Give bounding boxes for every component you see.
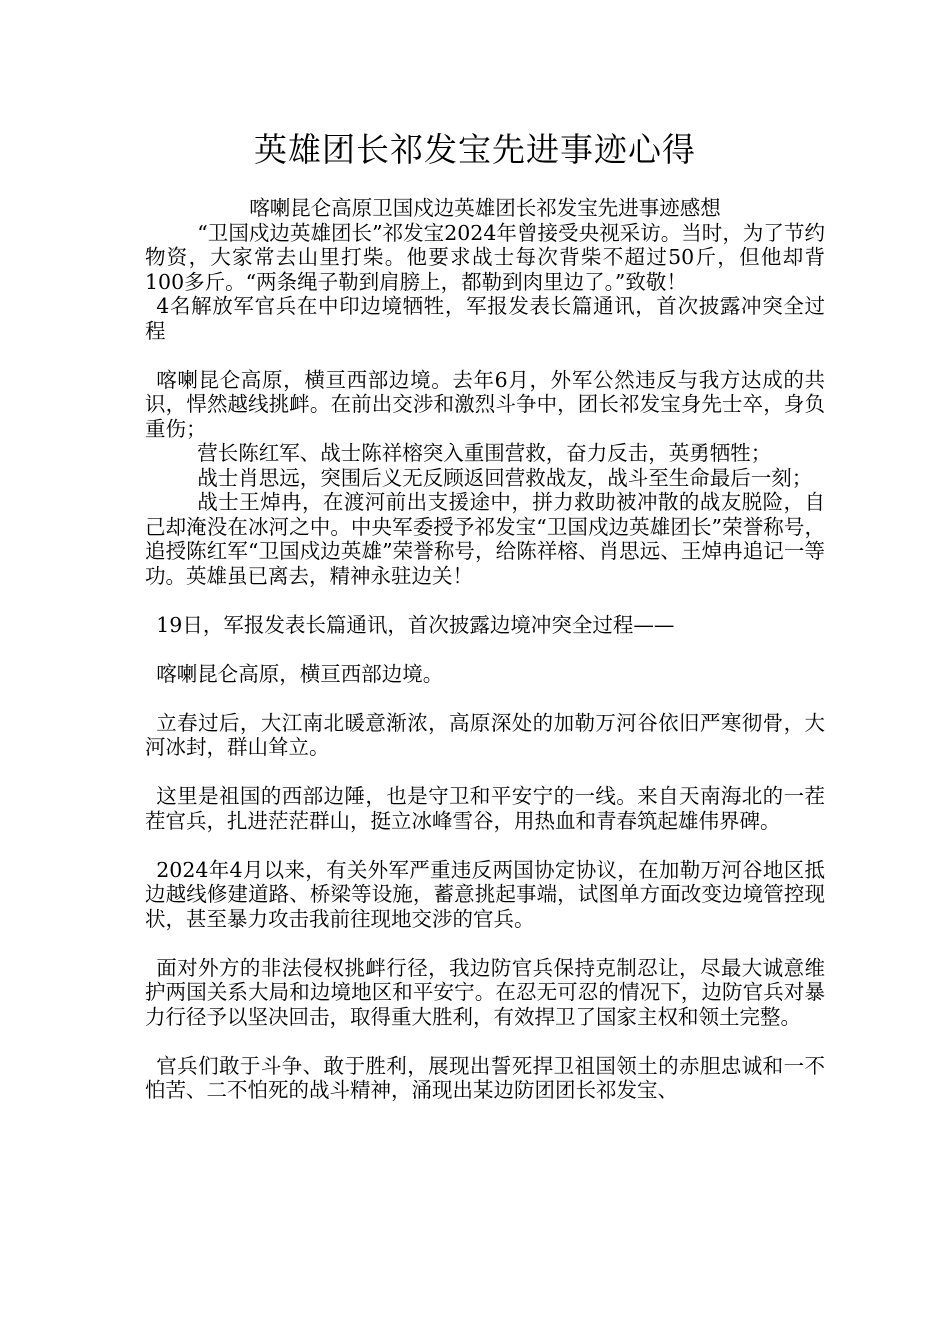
paragraph: 官兵们敢于斗争、敢于胜利，展现出誓死捍卫祖国领土的赤胆忠诚和一不怕苦、二不怕死的战斗精神，涌现出某边防团团长祁发宝、	[145, 1053, 825, 1102]
paragraph: 19日，军报发表长篇通讯，首次披露边境冲突全过程——	[156, 612, 675, 637]
paragraph-gap	[145, 1029, 825, 1054]
paragraph: 喀喇昆仑高原，横亘西部边境。	[156, 661, 444, 686]
paragraph-gap	[145, 343, 825, 368]
paragraph-subtitle: 喀喇昆仑高原卫国戍边英雄团长祁发宝先进事迹感想	[249, 196, 721, 220]
paragraph: 战士王焯冉，在渡河前出支援途中，拼力救助被冲散的战友脱险，自己却淹没在冰河之中。中央军委授予祁发宝“卫国戍边英雄团长”荣誉称号，追授陈红军“卫国戍边英雄”荣誉称号，给陈祥榕、肖思远、王焯冉追记一等功。英雄虽已离去，精神永驻边关！	[145, 490, 825, 588]
paragraph: 4名解放军官兵在中印边境牺牲，军报发表长篇通讯，首次披露冲突全过程	[145, 294, 825, 343]
paragraph-gap	[145, 833, 825, 858]
paragraph: 2024年4月以来，有关外军严重违反两国协定协议，在加勒万河谷地区抵边越线修建道路、桥梁等设施，蓄意挑起事端，试图单方面改变边境管控现状，甚至暴力攻击我前往现地交涉的官兵。	[145, 857, 825, 931]
paragraph: 面对外方的非法侵权挑衅行径，我边防官兵保持克制忍让，尽最大诚意维护两国关系大局和边境地区和平安宁。在忍无可忍的情况下，边防官兵对暴力行径予以坚决回击，取得重大胜利，有效捍卫了国家主权和领土完整。	[145, 955, 825, 1029]
paragraph-gap	[145, 588, 825, 613]
document-body	[145, 196, 825, 1103]
paragraph: 战士肖思远，突围后义无反顾返回营救战友，战斗至生命最后一刻；	[197, 465, 813, 490]
paragraph: 这里是祖国的西部边陲，也是守卫和平安宁的一线。来自天南海北的一茬茬官兵，扎进茫茫群山，挺立冰峰雪谷，用热血和青春筑起雄伟界碑。	[145, 784, 825, 833]
paragraph: 营长陈红军、战士陈祥榕突入重围营救，奋力反击，英勇牺牲；	[197, 441, 772, 465]
document-title: 英雄团长祁发宝先进事迹心得	[254, 130, 696, 169]
paragraph: “卫国戍边英雄团长”祁发宝2024年曾接受央视采访。当时，为了节约物资，大家常去山里打柴。他要求战士每次背柴不超过50斤，但他却背100多斤。“两条绳子勒到肩膀上，都勒到肉里边了。”致敬！	[145, 220, 825, 294]
paragraph-gap	[145, 637, 825, 662]
paragraph: 喀喇昆仑高原，横亘西部边境。去年6月，外军公然违反与我方达成的共识，悍然越线挑衅。在前出交涉和激烈斗争中，团长祁发宝身先士卒，身负重伤；	[145, 367, 825, 441]
paragraph: 立春过后，大江南北暖意渐浓，高原深处的加勒万河谷依旧严寒彻骨，大河冰封，群山耸立。	[145, 710, 825, 759]
paragraph-gap	[145, 686, 825, 711]
paragraph-gap	[145, 760, 825, 785]
paragraph-gap	[145, 931, 825, 956]
